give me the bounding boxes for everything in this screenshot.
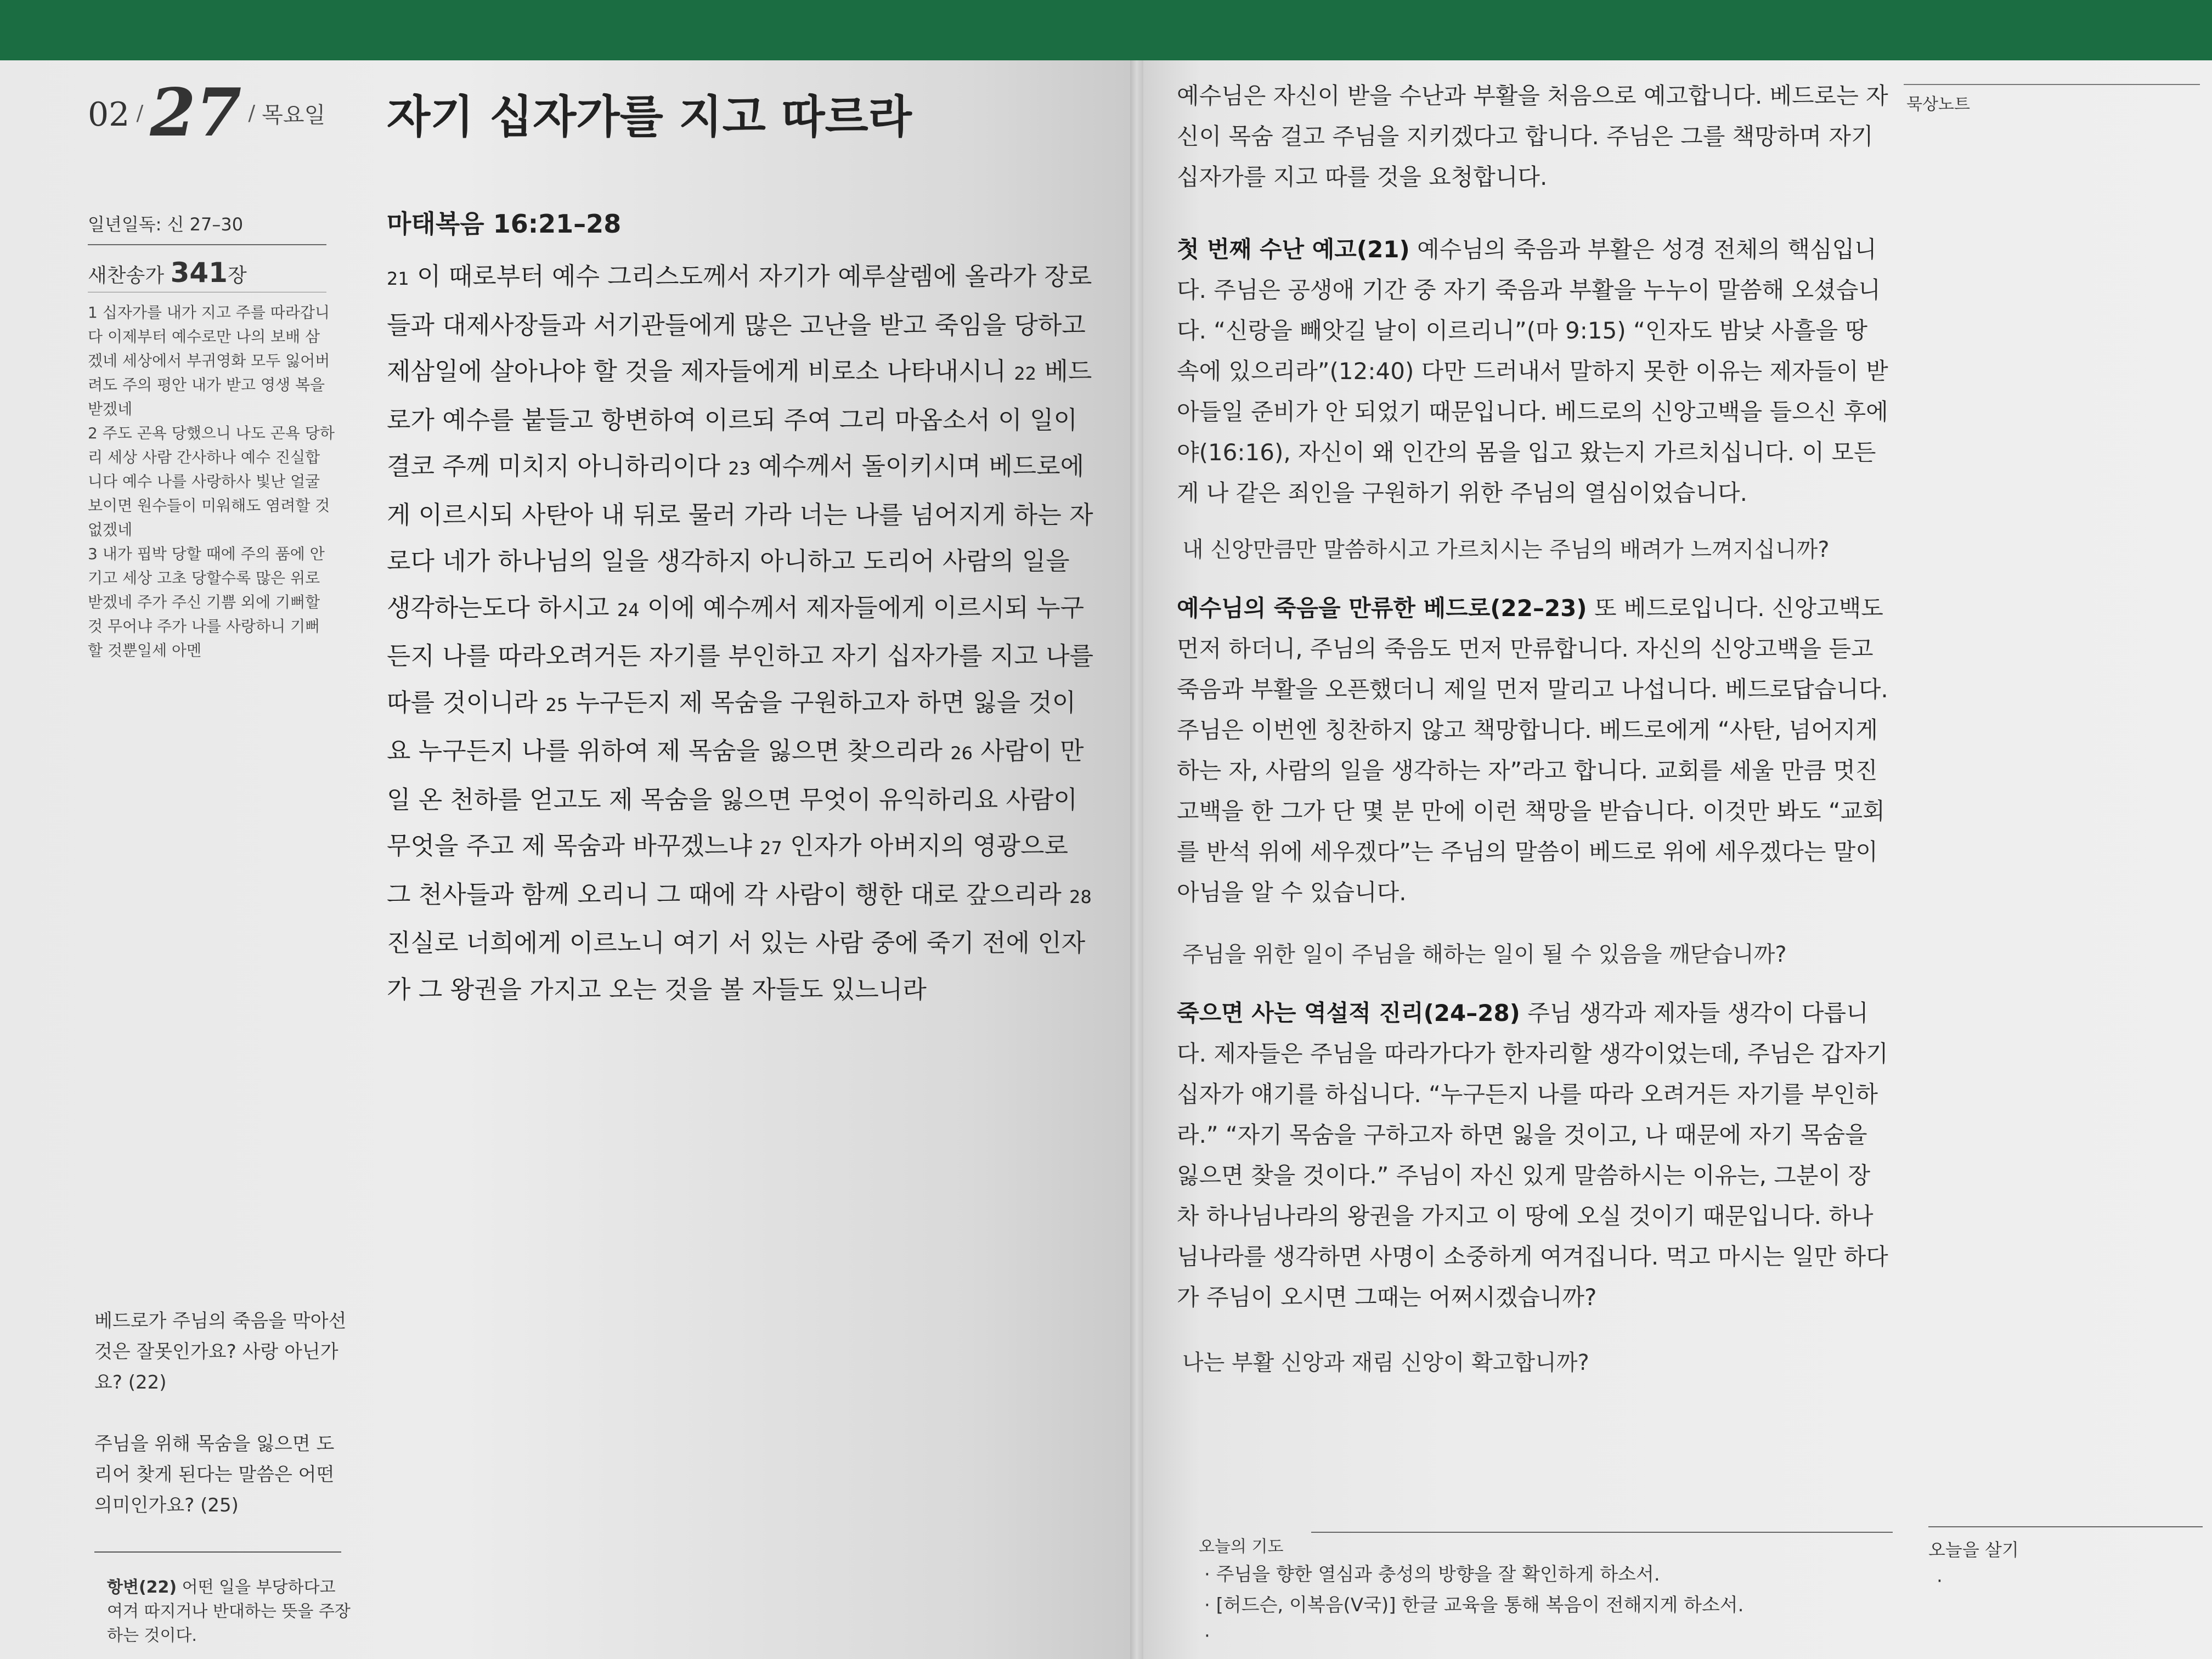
verse-text: 진실로 너희에게 이르노니 여기 서 있는 사람 중에 죽기 전에 인자가 그 왕권을 가지고 오는 것을 볼 자들도 있느니라 [387,928,1086,1004]
glossary-definition: 어떤 일을 부당하다고 여겨 따지거나 반대하는 뜻을 주장하는 것이다. [107,1578,351,1645]
divider [1928,1526,2203,1527]
hymn-number: 341 [170,257,228,289]
section-body: 주님 생각과 제자들 생각이 다릅니다. 제자들은 주님을 따라가다가 한자리할 생각이었는데, 주님은 갑자기 십자가 얘기를 하십니다. “누구든지 나를 따라 오려거든 자기를 부인하라.” “자기 목숨을 구하고자 하면 잃을 것이고, 나 때문에 자기 목숨을 잃으면 찾을 것이다.” 주님이 자신 있게 말씀하시는 이유는, 그분이 장차 하나님나라의 왕권을 가지고 이 땅에 오실 것이기 때문입니다. 하나님나라를 생각하면 사명이 소중하게 여겨집니다. 먹고 마시는 일만 하다가 주님이 오시면 그때는 어쩌시겠습니까? [1177,1000,1888,1311]
verse-number: 24 [617,599,640,620]
hymn-verse: 1 십자가를 내가 지고 주를 따라갑니다 이제부터 예수로만 나의 보배 삼겠네 세상에서 부귀영화 모두 잃어버려도 주의 평안 내가 받고 영생 복을 받겠네 [88,303,330,418]
commentary-section [1177,588,1890,913]
living-bullet: · [1937,1570,1943,1592]
hymn-suffix: 장 [227,264,247,287]
page-title: 자기 십자가를 지고 따르라 [387,91,912,143]
living-today-label: 오늘을 살기 [1928,1539,2019,1560]
divider [1311,1532,1893,1533]
verse-text: 예수께서 돌이키시며 베드로에게 이르시되 사탄아 내 뒤로 물러 가라 너는 나를 넘어지게 하는 자로다 네가 하나님의 일을 생각하지 아니하고 도리어 사람의 일을 생각하는도다 하시고 [387,452,1093,622]
weekday: 목요일 [262,103,326,128]
verse-number: 23 [728,458,751,479]
verse-number: 28 [1069,886,1092,907]
date-header [88,74,325,151]
glossary-term: 항변(22) [107,1578,177,1597]
commentary-intro [1177,76,1890,198]
application-question: 나는 부활 신앙과 재림 신앙이 확고합니까? [1182,1350,1589,1375]
prayer-item: · [허드슨, 이복음(V국)] 한글 교육을 통해 복음이 전해지게 하소서. [1204,1594,1744,1616]
section-paragraph [1177,588,1890,913]
yearly-reading: 일년일독: 신 27–30 [88,214,244,235]
divider [88,244,326,245]
verse-text: 베드로가 예수를 붙들고 항변하여 이르되 주여 그리 마옵소서 이 일이 결코 주께 미치지 아니하리이다 [387,357,1092,481]
reflection-question: 베드로가 주님의 죽음을 막아선 것은 잘못인가요? 사랑 아닌가요? (22) [94,1310,347,1393]
hymn-lyrics [88,301,335,663]
verse-text: 사람이 만일 온 천하를 얻고도 제 목숨을 잃으면 무엇이 유익하리요 사람이 무엇을 주고 제 목숨과 바꾸겠느냐 [387,736,1084,860]
prayer-item: · [1204,1625,1210,1647]
scripture-text [387,253,1094,1013]
reflection-question: 주님을 위해 목숨을 잃으면 도리어 찾게 된다는 말씀은 어떤 의미인가요? (25) [94,1433,335,1516]
divider [94,1551,341,1553]
section-paragraph [1177,229,1890,514]
section-heading: 첫 번째 수난 예고(21) [1177,236,1410,263]
meditation-notes-label: 묵상노트 [1906,95,1970,114]
verse-number: 26 [950,743,973,764]
application-question: 내 신앙만큼만 말씀하시고 가르치시는 주님의 배려가 느껴지십니까? [1182,537,1830,562]
prayer-item: · 주님을 향한 열심과 충성의 방향을 잘 확인하게 하소서. [1204,1564,1660,1585]
prayer-list [1204,1559,1743,1651]
day: 27 [150,74,242,151]
background-surface [0,0,2212,66]
scripture-paragraph [387,253,1094,1013]
section-paragraph [1177,993,1890,1318]
passage-reference: 마태복음 16:21–28 [387,209,622,239]
hymn-verse: 3 내가 핍박 당할 때에 주의 품에 안기고 세상 고초 당할수록 많은 위로 받겠네 주가 주신 기쁨 외에 기뻐할 것 무어냐 주가 나를 사랑하니 기뻐할 것뿐일세 아멘 [88,545,325,659]
date-slash: / [241,101,262,125]
verse-number: 21 [387,268,409,289]
verse-text: 누구든지 제 목숨을 구원하고자 하면 잃을 것이요 누구든지 나를 위하여 제 목숨을 잃으면 찾으리라 [387,687,1076,765]
intro-paragraph: 예수님은 자신이 받을 수난과 부활을 처음으로 예고합니다. 베드로는 자신이 목숨 걸고 주님을 지키겠다고 합니다. 주님은 그를 책망하며 자기 십자가를 지고 따를 것을 요청합니다. [1177,82,1888,190]
prayer-label: 오늘의 기도 [1199,1537,1284,1556]
hymn-prefix: 새찬송가 [88,264,165,287]
commentary-section [1177,229,1890,514]
commentary-section [1177,993,1890,1318]
verse-number: 22 [1014,363,1037,384]
section-body: 예수님의 죽음과 부활은 성경 전체의 핵심입니다. 주님은 공생애 기간 중 자기 죽음과 부활을 누누이 말씀해 오셨습니다. “신랑을 빼앗길 날이 이르리니”(마 9:15) “인자도 밤낮 사흘을 땅 속에 있으리라”(12:40) 다만 드러내서 말하지 못한 이유는 제자들이 받아들일 준비가 안 되었기 때문입니다. 베드로의 신앙고백을 들으신 후에야(16:16), 자신이 왜 인간의 몸을 입고 왔는지 가르치십니다. 이 모든 게 나 같은 죄인을 구원하기 위한 주님의 열심이었습니다. [1177,236,1888,506]
section-heading: 죽으면 사는 역설적 진리(24–28) [1177,1000,1520,1026]
section-body: 또 베드로입니다. 신앙고백도 먼저 하더니, 주님의 죽음도 먼저 만류합니다. 자신의 신앙고백을 듣고 죽음과 부활을 오픈했더니 제일 먼저 말리고 나섭니다. 베드로답습니다. 주님은 이번엔 칭찬하지 않고 책망합니다. 베드로에게 “사탄, 넘어지게 하는 자, 사람의 일을 생각하는 자”라고 합니다. 교회를 세울 만큼 멋진 고백을 한 그가 단 몇 분 만에 이런 책망을 받습니다. 이것만 봐도 “교회를 반석 위에 세우겠다”는 주님의 말씀이 베드로 위에 세우겠다는 말이 아님을 알 수 있습니다. [1177,595,1888,906]
divider [1904,84,2200,85]
verse-text: 인자가 아버지의 영광으로 그 천사들과 함께 오리니 그 때에 각 사람이 행한 대로 갚으리라 [387,831,1070,909]
hymn-reference [88,257,247,289]
book-spine [1130,60,1143,1659]
glossary-note [107,1576,354,1648]
month: 02 [88,95,130,134]
section-heading: 예수님의 죽음을 만류한 베드로(22–23) [1177,595,1587,622]
application-question: 주님을 위한 일이 주님을 해하는 일이 될 수 있음을 깨닫습니까? [1182,942,1787,967]
verse-text: 이에 예수께서 제자들에게 이르시되 누구든지 나를 따라오려거든 자기를 부인하고 자기 십자가를 지고 나를 따를 것이니라 [387,592,1094,717]
hymn-verse: 2 주도 곤욕 당했으니 나도 곤욕 당하리 세상 사람 간사하나 예수 진실합니다 예수 나를 사랑하사 빛난 얼굴 보이면 원수들이 미워해도 염려할 것 없겠네 [88,424,335,539]
verse-number: 25 [545,694,568,715]
date-slash: / [129,101,150,125]
verse-text: 이 때로부터 예수 그리스도께서 자기가 예루살렘에 올라가 장로들과 대제사장들과 서기관들에게 많은 고난을 받고 죽임을 당하고 제삼일에 살아나야 할 것을 제자들에게 비로소 나타내시니 [387,262,1092,386]
verse-number: 27 [760,838,782,859]
